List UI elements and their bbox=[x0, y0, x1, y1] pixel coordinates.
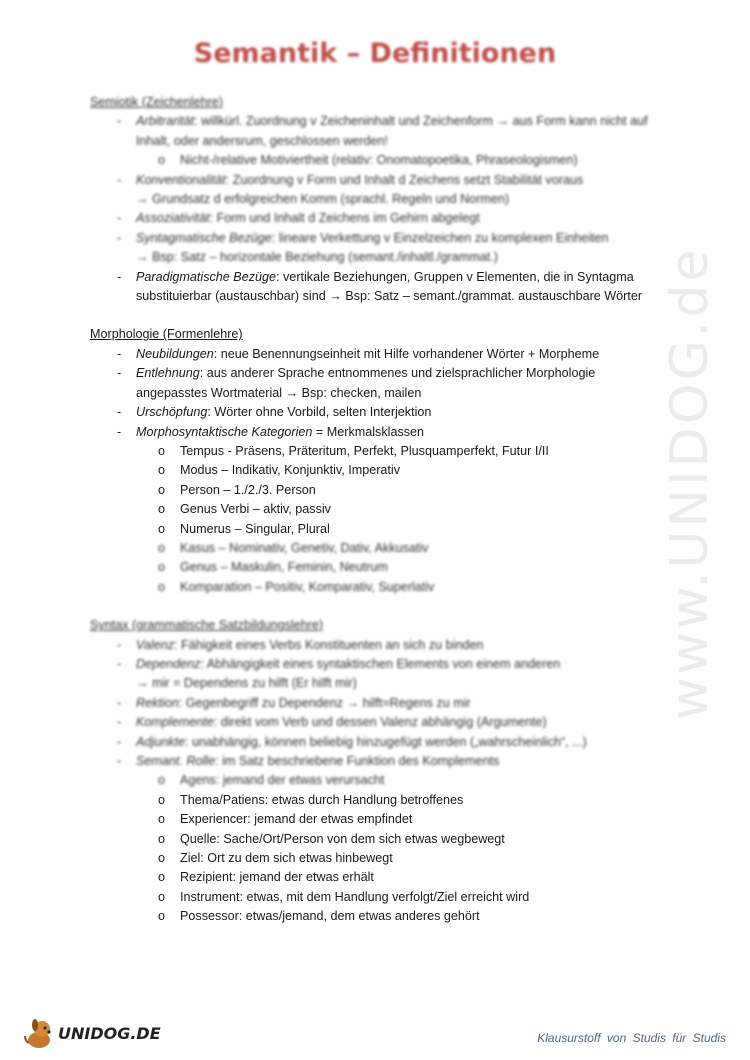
dog-icon bbox=[22, 1016, 56, 1050]
term-label: Arbitrarität bbox=[136, 114, 195, 129]
sub-list-item bbox=[90, 481, 690, 500]
term-label: Komplemente bbox=[136, 715, 214, 730]
term-definition: : Wörter ohne Vorbild, selten Interjektion bbox=[207, 405, 432, 420]
watermark: www.UNIDOG.de bbox=[660, 246, 720, 720]
sub-item-text: Person – 1./2./3. Person bbox=[180, 482, 316, 497]
sub-item-text: Experiencer: jemand der etwas empfindet bbox=[180, 812, 413, 827]
list-item bbox=[90, 636, 690, 655]
dash-bullet: - bbox=[117, 172, 122, 187]
list-item-continuation: → mir = Dependens zu hilft (Er hilft mir) bbox=[136, 676, 357, 691]
term-label: Syntagmatische Bezüge bbox=[136, 230, 272, 245]
dash-bullet: - bbox=[117, 754, 122, 768]
sub-item-text: Quelle: Sache/Ort/Person von dem sich etwas wegbewegt bbox=[180, 831, 505, 846]
list-item-continuation: substituierbar (austauschbar) sind → Bsp: Satz – semant./grammat. austauschbare Wörter bbox=[136, 289, 643, 304]
circle-bullet: o bbox=[158, 889, 166, 904]
dash-bullet: - bbox=[117, 637, 122, 652]
circle-bullet: o bbox=[158, 443, 166, 458]
sub-list-item bbox=[90, 151, 690, 170]
list-item bbox=[90, 403, 690, 422]
term-label: Urschöpfung bbox=[136, 405, 208, 420]
list-item bbox=[90, 752, 690, 771]
circle-bullet: o bbox=[158, 502, 166, 517]
section-heading-syntax: Syntax (grammatische Satzbildungslehre) bbox=[90, 618, 324, 633]
list-item bbox=[90, 229, 690, 248]
dash-bullet: - bbox=[117, 734, 122, 749]
term-definition: : Gegenbegriff zu Dependenz → hilft=Regens zu mir bbox=[178, 695, 471, 710]
sub-list-item bbox=[90, 558, 690, 577]
dash-bullet: - bbox=[117, 405, 122, 420]
sub-list-item bbox=[90, 771, 690, 790]
term-definition: : Fähigkeit eines Verbs Konstituenten an sich zu binden bbox=[174, 637, 484, 652]
section-heading-morphologie: Morphologie (Formenlehre) bbox=[90, 327, 243, 342]
term-label: Konventionalität bbox=[136, 172, 226, 187]
sub-list-item bbox=[90, 888, 690, 907]
unidog-logo bbox=[22, 1016, 161, 1050]
logo-text: UNIDOG.DE bbox=[58, 1024, 161, 1043]
sub-item-text: Genus Verbi – aktiv, passiv bbox=[180, 502, 331, 517]
sub-list-item bbox=[90, 810, 690, 829]
list-item bbox=[90, 423, 690, 442]
sub-list-item bbox=[90, 791, 690, 810]
document-body bbox=[90, 93, 690, 927]
term-definition: : Form und Inhalt d Zeichens im Gehirn abgelegt bbox=[209, 211, 480, 226]
list-item bbox=[90, 112, 690, 131]
term-definition: : willkürl. Zuordnung v Zeicheninhalt und Zeichenform → aus Form kann nicht auf bbox=[194, 114, 648, 129]
circle-bullet: o bbox=[158, 560, 166, 575]
term-definition: : aus anderer Sprache entnommenes und zielsprachlicher Morphologie bbox=[199, 366, 596, 381]
list-item bbox=[90, 364, 690, 383]
circle-bullet: o bbox=[158, 579, 166, 594]
dash-bullet: - bbox=[117, 715, 122, 730]
list-item-continuation: angepasstes Wortmaterial → Bsp: checken, mailen bbox=[136, 385, 422, 400]
term-label: Semant. Rolle bbox=[136, 754, 216, 768]
sub-item-text: Rezipient: jemand der etwas erhält bbox=[180, 870, 374, 885]
sub-item-text: Nicht-/relative Motiviertheit (relativ: Onomatopoetika, Phraseologismen) bbox=[180, 153, 578, 168]
sub-list-item bbox=[90, 868, 690, 887]
list-item bbox=[90, 171, 690, 190]
term-label: Entlehnung bbox=[136, 366, 200, 381]
dash-bullet: - bbox=[117, 656, 122, 671]
term-label: Neubildungen bbox=[136, 346, 214, 361]
term-definition: : lineare Verkettung v Einzelzeichen zu komplexen Einheiten bbox=[271, 230, 609, 245]
sub-item-text: Possessor: etwas/jemand, dem etwas anderes gehört bbox=[180, 909, 480, 924]
dash-bullet: - bbox=[117, 366, 122, 381]
list-item bbox=[90, 733, 690, 752]
term-label: Assoziativität bbox=[136, 211, 210, 226]
list-item bbox=[90, 713, 690, 732]
sub-list-item bbox=[90, 520, 690, 539]
list-item-continuation: Inhalt, oder andersrum, geschlossen werden! bbox=[136, 133, 389, 148]
term-label: Adjunkte bbox=[136, 734, 186, 749]
sub-item-text: Genus – Maskulin, Feminin, Neutrum bbox=[180, 560, 388, 575]
circle-bullet: o bbox=[158, 540, 166, 555]
circle-bullet: o bbox=[158, 792, 166, 807]
list-item-continuation: → Grundsatz d erfolgreichen Komm (sprachl. Regeln und Normen) bbox=[136, 192, 510, 207]
list-item bbox=[90, 655, 690, 674]
sub-item-text: Thema/Patiens: etwas durch Handlung betroffenes bbox=[180, 792, 464, 807]
term-definition: : Abhängigkeit eines syntaktischen Elements von einem anderen bbox=[200, 656, 561, 671]
sub-item-text: Ziel: Ort zu dem sich etwas hinbewegt bbox=[180, 851, 393, 866]
sub-item-text: Numerus – Singular, Plural bbox=[180, 521, 330, 536]
sub-item-text: Instrument: etwas, mit dem Handlung verfolgt/Ziel erreicht wird bbox=[180, 889, 530, 904]
dash-bullet: - bbox=[117, 346, 122, 361]
circle-bullet: o bbox=[158, 482, 166, 497]
sub-list-item bbox=[90, 442, 690, 461]
sub-item-text: Tempus - Präsens, Präteritum, Perfekt, Plusquamperfekt, Futur I/II bbox=[180, 443, 549, 458]
circle-bullet: o bbox=[158, 773, 166, 788]
term-definition: : direkt vom Verb und dessen Valenz abhängig (Argumente) bbox=[213, 715, 547, 730]
circle-bullet: o bbox=[158, 909, 166, 924]
list-item-continuation: → Bsp: Satz – horizontale Beziehung (semant./inhaltl./grammat.) bbox=[136, 250, 498, 265]
sub-item-text: Komparation – Positiv, Komparativ, Superlativ bbox=[180, 579, 435, 594]
term-definition: = Merkmalsklassen bbox=[312, 424, 425, 439]
circle-bullet: o bbox=[158, 463, 166, 478]
sub-list-item bbox=[90, 578, 690, 597]
list-item bbox=[90, 345, 690, 364]
term-definition: : neue Benennungseinheit mit Hilfe vorhandener Wörter + Morpheme bbox=[213, 346, 600, 361]
term-definition: : im Satz beschriebene Funktion des Komplements bbox=[215, 754, 500, 768]
dash-bullet: - bbox=[117, 424, 122, 439]
sub-list-item bbox=[90, 849, 690, 868]
circle-bullet: o bbox=[158, 153, 166, 168]
sub-item-text: Agens: jemand der etwas verursacht bbox=[180, 773, 385, 788]
circle-bullet: o bbox=[158, 831, 166, 846]
sub-list-item bbox=[90, 907, 690, 926]
page-title: Semantik – Definitionen bbox=[193, 38, 557, 69]
term-label: Dependenz bbox=[136, 656, 201, 671]
term-label: Rektion bbox=[136, 695, 179, 710]
circle-bullet: o bbox=[158, 851, 166, 866]
term-label: Paradigmatische Bezüge bbox=[136, 269, 277, 284]
sub-list-item bbox=[90, 830, 690, 849]
dash-bullet: - bbox=[117, 114, 122, 129]
sub-item-text: Modus – Indikativ, Konjunktiv, Imperativ bbox=[180, 463, 401, 478]
footer-slogan: Klausurstoff von Studis für Studis bbox=[537, 1031, 726, 1045]
term-definition: : vertikale Beziehungen, Gruppen v Elementen, die in Syntagma bbox=[276, 269, 634, 284]
sub-list-item bbox=[90, 500, 690, 519]
circle-bullet: o bbox=[158, 870, 166, 885]
circle-bullet: o bbox=[158, 521, 166, 536]
dash-bullet: - bbox=[117, 211, 122, 226]
sub-item-text: Kasus – Nominativ, Genetiv, Dativ, Akkusativ bbox=[180, 540, 429, 555]
term-definition: : unabhängig, können beliebig hinzugefügt werden („wahrscheinlich“, ...) bbox=[185, 734, 587, 749]
circle-bullet: o bbox=[158, 812, 166, 827]
sub-list-item bbox=[90, 539, 690, 558]
dash-bullet: - bbox=[117, 269, 122, 284]
term-definition: : Zuordnung v Form und Inhalt d Zeichens setzt Stabilität voraus bbox=[225, 172, 584, 187]
list-item bbox=[90, 209, 690, 228]
list-item bbox=[90, 268, 690, 287]
sub-list-item bbox=[90, 461, 690, 480]
section-heading-semiotik: Semiotik (Zeichenlehre) bbox=[90, 95, 223, 109]
dash-bullet: - bbox=[117, 230, 122, 245]
term-label: Morphosyntaktische Kategorien bbox=[136, 424, 313, 439]
term-label: Valenz bbox=[136, 637, 175, 652]
list-item bbox=[90, 694, 690, 713]
dash-bullet: - bbox=[117, 695, 122, 710]
